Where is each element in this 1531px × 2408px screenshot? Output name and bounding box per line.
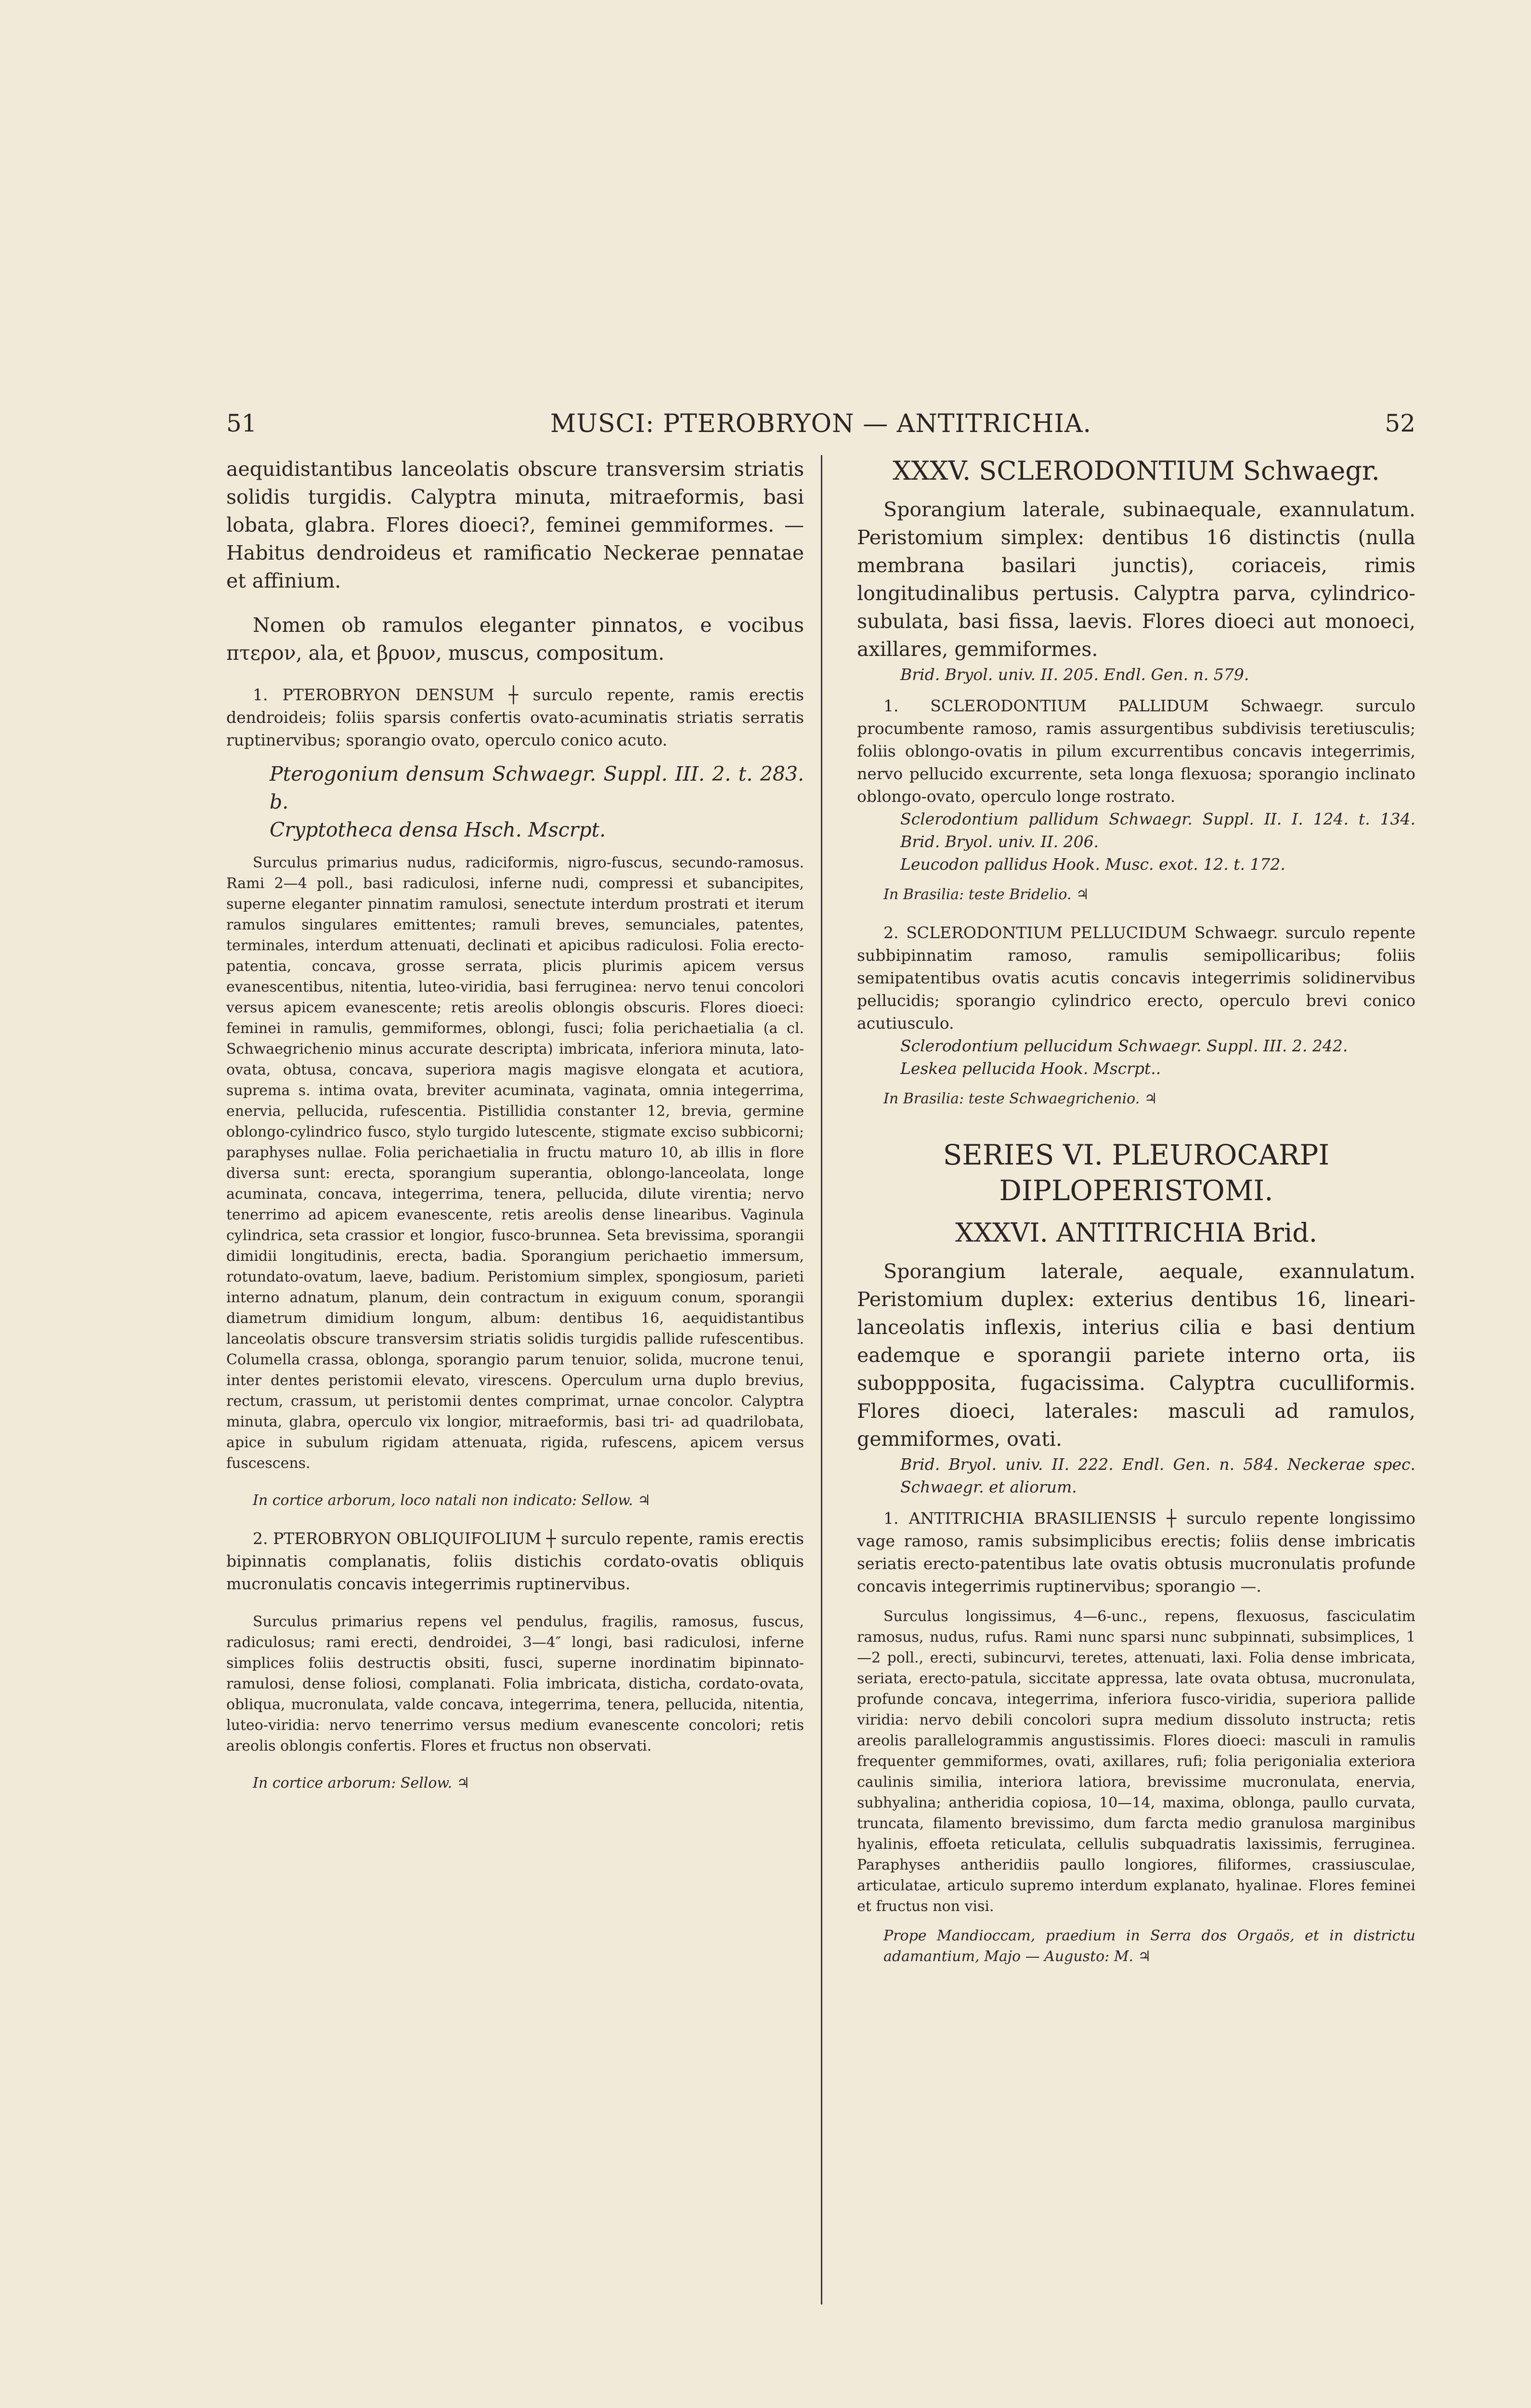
species-diagnosis: 1. SCLERODONTIUM PALLIDUM Schwaegr. surculo procumbente ramoso, ramis assurgentibus subdivisis teretiusculis; foliis oblongo-ovatis in pilum excurrentibus concavis integerrimis, nervo pellucido excurrente, seta longa flexuosa; sporangio inclinato oblongo-ovato, operculo longe rostrato. (857, 696, 1415, 806)
synonym-reference: Sclerodontium pellucidum Schwaegr. Suppl. III. 2. 242. (900, 1036, 1348, 1055)
synonym-reference: Sclerodontium pallidum Schwaegr. Suppl. II. I. 124. t. 134. Brid. Bryol. univ. II. 206. (900, 810, 1415, 851)
species-diagnosis: 2. PTEROBRYON OBLIQUIFOLIUM ┼ surculo repente, ramis erectis bipinnatis complanatis, foliis distichis cordato-ovatis obliquis mucronulatis concavis integerrimis ruptinervibus. (226, 1529, 804, 1593)
synonym-reference: Cryptotheca densa Hsch. Mscrpt. (270, 818, 606, 841)
synonym-reference: Leskea pellucida Hook. Mscrpt.. (900, 1059, 1161, 1078)
locality: In Brasilia: teste Bridelio. ♃ (883, 886, 1089, 903)
series-heading: SERIES VI. PLEUROCARPI DIPLOPERISTOMI. (943, 1139, 1330, 1207)
page-number-right: 52 (1385, 409, 1415, 437)
species-description: Surculus primarius repens vel pendulus, fragilis, ramosus, fuscus, radiculosus; rami erecti, dendroidei, 3—4″ longi, basi radiculosi, inferne simplices foliis destructis obsiti, fusci, superne inordinatim bipinnato-ramulosi, dense foliosi, complanati. Folia imbricata, disticha, cordato-ovata, obliqua, mucronulata, valde concava, integerrima, tenera, pellucida, nitentia, luteo-viridia: nervo tenerrimo versus medium evanescente concolori; retis areolis oblongis confertis. Flores et fructus non observati. (226, 1613, 804, 1754)
genus-reference: Brid. Bryol. univ. II. 205. Endl. Gen. n. 579. (900, 665, 1249, 684)
synonym-reference: Leucodon pallidus Hook. Musc. exot. 12. t. 172. (900, 855, 1285, 874)
genus-description: Sporangium laterale, subinaequale, exannulatum. Peristomium simplex: dentibus 16 distinctis (nulla membrana basilari junctis), coriaceis, rimis longitudinalibus pertusis. Calyptra parva, cylindrico-subulata, basi fissa, laevis. Flores dioeci aut monoeci, axillares, gemmiformes. (857, 498, 1415, 661)
locality: In cortice arborum, loco natali non indicato: Sellow. ♃ (253, 1492, 651, 1509)
genus-description: Sporangium laterale, aequale, exannulatum. Peristomium duplex: exterius dentibus 16, lineari-lanceolatis inflexis, interius cilia e basi dentium eademque e sporangii pariete interno orta, iis suboppposita, fugacissima. Calyptra cuculliformis. Flores dioeci, laterales: masculi ad ramulos, gemmiformes, ovati. (857, 1260, 1415, 1451)
running-title: MUSCI: PTEROBRYON — ANTITRICHIA. (550, 409, 1092, 438)
synonym-reference: Pterogonium densum Schwaegr. Suppl. III. 2. t. 283. b. (270, 762, 804, 813)
locality: In cortice arborum: Sellow. ♃ (253, 1775, 470, 1792)
species-description: Surculus longissimus, 4—6-unc., repens, flexuosus, fasciculatim ramosus, nudus, rufus. Rami nunc sparsi nunc subpinnati, subsimplices, 1—2 poll., erecti, subincurvi, teretes, attenuati, laxi. Folia dense imbricata, seriata, erecto-patula, siccitate appressa, late ovata obtusa, mucronulata, profunde concava, integerrima, inferiora fusco-viridia, superiora pallide viridia: nervo debili concolori supra medium dissoluto instructa; retis areolis parallelogrammis angustissimis. Flores dioeci: masculi in ramulis frequenter gemmiformes, ovati, axillares, rufi; folia perigonialia exteriora caulinis similia, interiora latiora, brevissime mucronulata, enervia, subhyalina; antheridia copiosa, 10—14, maxima, oblonga, paullo curvata, truncata, filamento brevissimo, dum farcta medio granulosa marginibus hyalinis, effoeta reticulata, cellulis subquadratis laxissimis, ferruginea. Paraphyses antheridiis paullo longiores, filiformes, crassiusculae, articulatae, articulo supremo interdum explanato, hyalinae. Flores feminei et fructus non visi. (857, 1608, 1415, 1915)
genus-heading: XXXVI. ANTITRICHIA Brid. (955, 1217, 1317, 1248)
species-diagnosis: 1. PTEROBRYON DENSUM ┼ surculo repente, ramis erectis dendroideis; foliis sparsis confertis ovato-acuminatis striatis serratis ruptinervibus; sporangio ovato, operculo conico acuto. (226, 685, 804, 749)
column-divider (821, 455, 822, 2304)
locality: In Brasilia: teste Schwaegrichenio. ♃ (883, 1090, 1157, 1107)
species-diagnosis: 2. SCLERODONTIUM PELLUCIDUM Schwaegr. surculo repente subbipinnatim ramoso, ramulis semipollicaribus; foliis semipatentibus ovatis acutis concavis integerrimis solidinervibus pellucidis; sporangio cylindrico erecto, operculo brevi conico acutiusculo. (857, 923, 1415, 1033)
species-diagnosis: 1. ANTITRICHIA BRASILIENSIS ┼ surculo repente longissimo vage ramoso, ramis subsimplicibus erectis; foliis dense imbricatis seriatis erecto-patentibus late ovatis obtusis mucronulatis profunde concavis integerrimis ruptinervibus; sporangio —. (857, 1509, 1415, 1596)
genus-reference: Brid. Bryol. univ. II. 222. Endl. Gen. n. 584. Neckerae spec. Schwaegr. et aliorum. (900, 1455, 1415, 1496)
genus-heading: XXXV. SCLERODONTIUM Schwaegr. (893, 456, 1380, 486)
page-header (226, 409, 1415, 443)
paragraph: Nomen ob ramulos eleganter pinnatos, e vocibus πτερον, ala, et βρυον, muscus, compositum. (226, 614, 804, 665)
locality: Prope Mandioccam, praedium in Serra dos Orgaös, et in districtu adamantium, Majo — Augusto: M. ♃ (883, 1927, 1415, 1965)
page-number-left: 51 (226, 409, 257, 437)
right-column (857, 455, 1415, 1967)
species-description: Surculus primarius nudus, radiciformis, nigro-fuscus, secundo-ramosus. Rami 2—4 poll., basi radiculosi, inferne nudi, compressi et subancipites, superne eleganter pinnatim ramulosi, senectute interdum prostrati et iterum ramulos singulares emittentes; ramuli breves, semunciales, patentes, terminales, interdum attenuati, declinati et apicibus radiculosi. Folia erecto-patentia, concava, grosse serrata, plicis plurimis apicem versus evanescentibus, nitentia, luteo-viridia, basi ferruginea: nervo tenui concolori versus apicem evanescente; retis areolis oblongis obscuris. Flores dioeci: feminei in ramulis, gemmiformes, oblongi, fusci; folia perichaetialia (a cl. Schwaegrichenio minus accurate descripta) imbricata, inferiora minuta, lato-ovata, obtusa, concava, superiora magis magisve elongata et acutiora, suprema s. intima ovata, breviter acuminata, vaginata, omnia integerrima, enervia, pellucida, rufescentia. Pistillidia constanter 12, brevia, germine oblongo-cylindrico fusco, stylo turgido lutescente, stigmate exciso subbicorni; paraphyses nullae. Folia perichaetialia in fructu maturo 10, ab illis in flore diversa sunt: erecta, sporangium superantia, oblongo-lanceolata, longe acuminata, concava, integerrima, tenera, pellucida, dilute virentia; nervo tenerrimo ad apicem evanescente, retis areolis dense linearibus. Vaginula cylindrica, seta crassior et longior, fusco-brunnea. Seta brevissima, sporangii dimidii longitudinis, erecta, badia. Sporangium perichaetio immersum, rotundato-ovatum, laeve, badium. Peristomium simplex, spongiosum, parieti interno adnatum, planum, dein contractum in exiguum conum, sporangii diametrum dimidium longum, album: dentibus 16, aequidistantibus lanceolatis obscure transversim striatis solidis turgidis pallide rufescentibus. Columella crassa, oblonga, sporangio parum tenuior, solida, mucrone tenui, inter dentes peristomii elevato, virescens. Operculum urna duplo brevius, rectum, crassum, ut peristomii dentes comprimat, urnae concolor. Calyptra minuta, glabra, operculo vix longior, mitraeformis, basi tri- ad quadrilobata, apice in subulum rigidam attenuata, rigida, rufescens, apicem versus fuscescens. (226, 854, 804, 1472)
left-column (226, 455, 804, 1793)
paragraph: aequidistantibus lanceolatis obscure transversim striatis solidis turgidis. Calyptra minuta, mitraeformis, basi lobata, glabra. Flores dioeci?, feminei gemmiformes. — Habitus dendroideus et ramificatio Neckerae pennatae et affinium. (226, 458, 804, 592)
